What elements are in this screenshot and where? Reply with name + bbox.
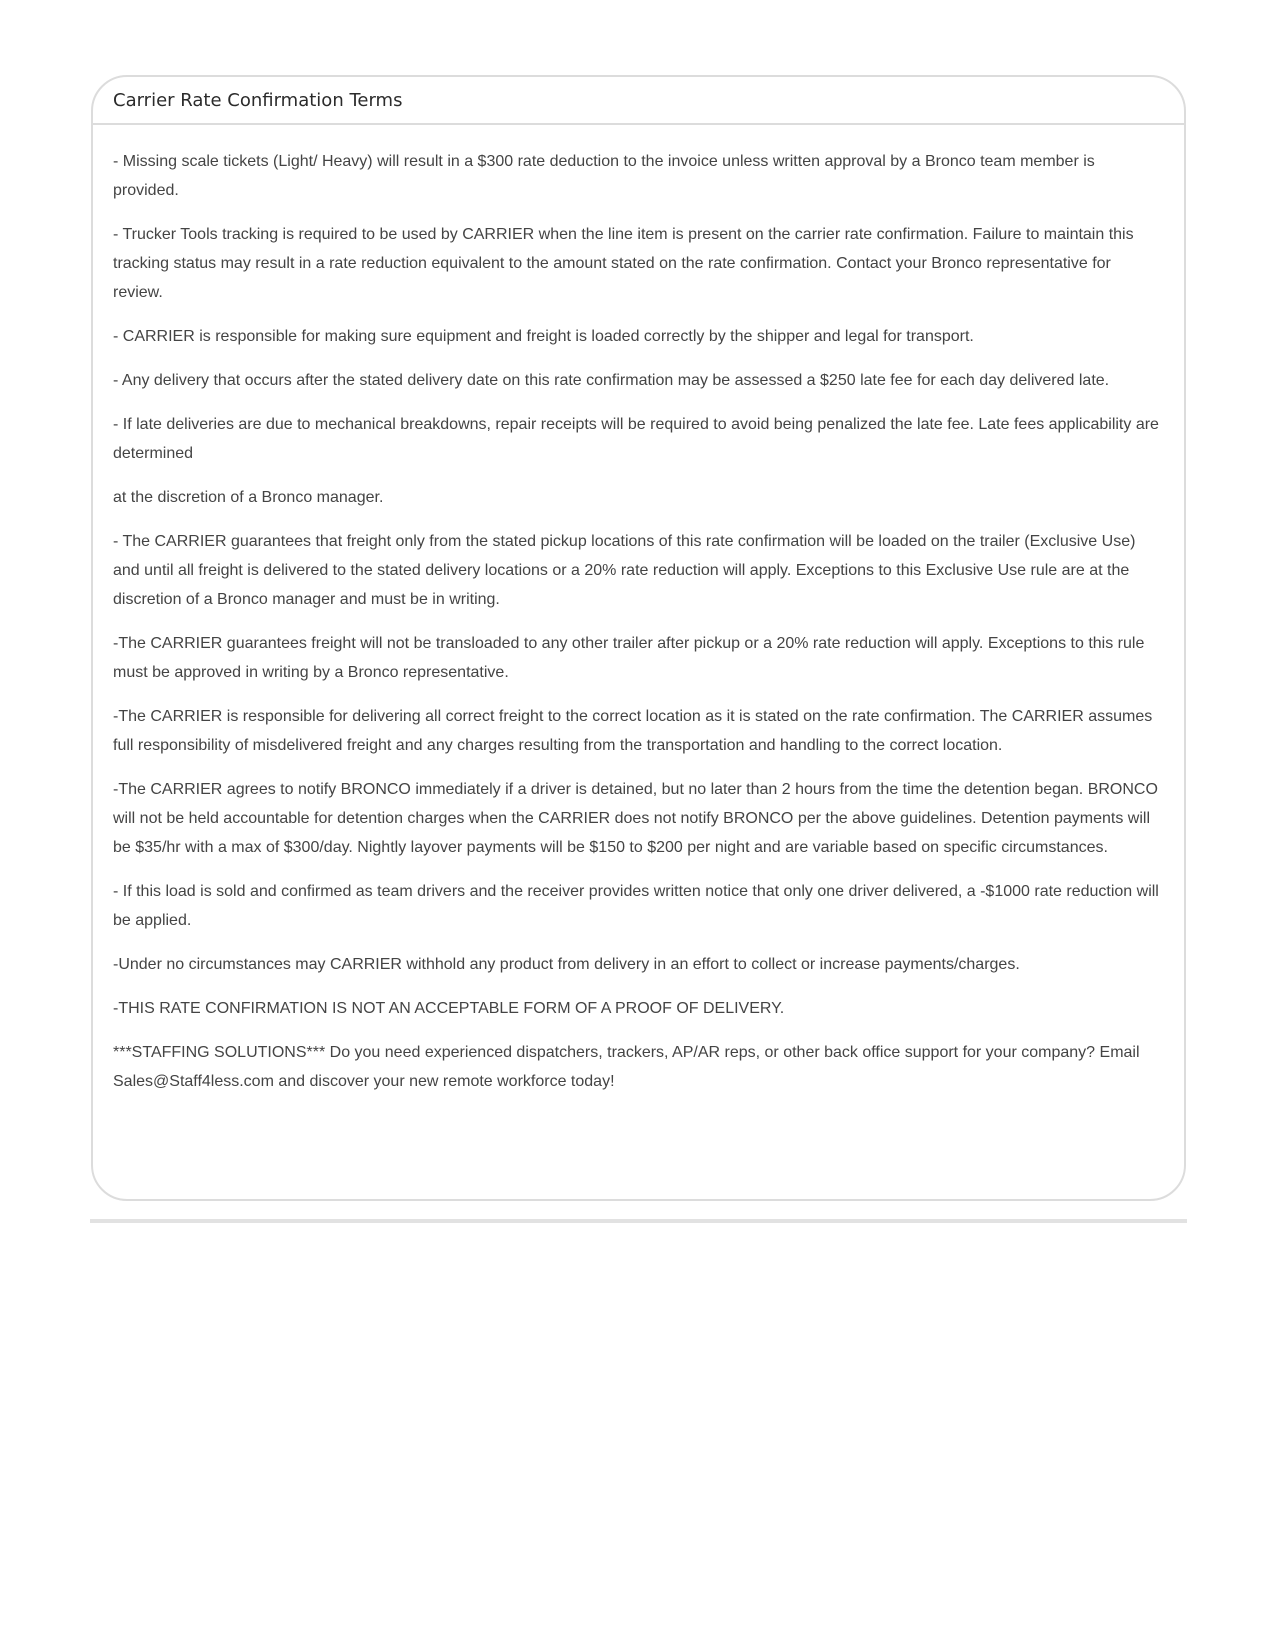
term-detention: -The CARRIER agrees to notify BRONCO immediately if a driver is detained, but no later than 2 hours from the time the detention began. BRONCO will not be held accountable for detention charges when the CARRIER does not notify BRONCO per the above guidelines. Detention payments will be $35/hr with a max of $300/day. Nightly layover payments will be $150 to $200 per night and are variable based on specific circumstances. [113, 781, 1158, 856]
term-exclusive-use: - The CARRIER guarantees that freight only from the stated pickup locations of this rate confirmation will be loaded on the trailer (Exclusive Use) and until all freight is delivered to the stated delivery locations or a 20% rate reduction will apply. Exceptions to this Exclusive Use rule are at the discretion of a Bronco manager and must be in writing. [113, 533, 1136, 608]
term-team-drivers: - If this load is sold and confirmed as team drivers and the receiver provides written notice that only one driver delivered, a -$1000 rate reduction will be applied. [113, 883, 1159, 929]
term-misdelivery: -The CARRIER is responsible for delivering all correct freight to the correct location as it is stated on the rate confirmation. The CARRIER assumes full responsibility of misdelivered freight and any charges resulting from the transportation and handling to the correct location. [113, 708, 1153, 754]
term-manager-discretion: at the discretion of a Bronco manager. [113, 489, 384, 506]
term-withhold-product: -Under no circumstances may CARRIER withhold any product from delivery in an effort to collect or increase payments/charges. [113, 956, 1020, 973]
term-trucker-tools: - Trucker Tools tracking is required to be used by CARRIER when the line item is present on the carrier rate confirmation. Failure to maintain this tracking status may result in a rate reduction equivalent to the amount stated on the rate confirmation. Contact your Bronco representative for review. [113, 226, 1134, 301]
terms-list [93, 125, 1184, 1096]
term-scale-tickets: - Missing scale tickets (Light/ Heavy) will result in a $300 rate deduction to the invoice unless written approval by a Bronco team member is provided. [113, 153, 1095, 199]
term-proof-of-delivery: -THIS RATE CONFIRMATION IS NOT AN ACCEPTABLE FORM OF A PROOF OF DELIVERY. [113, 1000, 785, 1017]
term-mechanical-breakdowns: - If late deliveries are due to mechanical breakdowns, repair receipts will be required to avoid being penalized the late fee. Late fees applicability are determined [113, 416, 1159, 462]
term-transloading: -The CARRIER guarantees freight will not be transloaded to any other trailer after pickup or a 20% rate reduction will apply. Exceptions to this rule must be approved in writing by a Bronco representative. [113, 635, 1145, 681]
card-header [93, 77, 1184, 125]
term-loading-responsibility: - CARRIER is responsible for making sure equipment and freight is loaded correctly by the shipper and legal for transport. [113, 328, 974, 345]
terms-card [91, 75, 1186, 1201]
section-title: Carrier Rate Confirmation Terms [113, 90, 403, 111]
term-late-delivery-fee: - Any delivery that occurs after the stated delivery date on this rate confirmation may be assessed a $250 late fee for each day delivered late. [113, 372, 1110, 389]
bottom-divider [90, 1219, 1187, 1223]
term-staffing-solutions: ***STAFFING SOLUTIONS*** Do you need experienced dispatchers, trackers, AP/AR reps, or other back office support for your company? Email Sales@Staff4less.com and discover your new remote workforce today! [113, 1044, 1140, 1090]
